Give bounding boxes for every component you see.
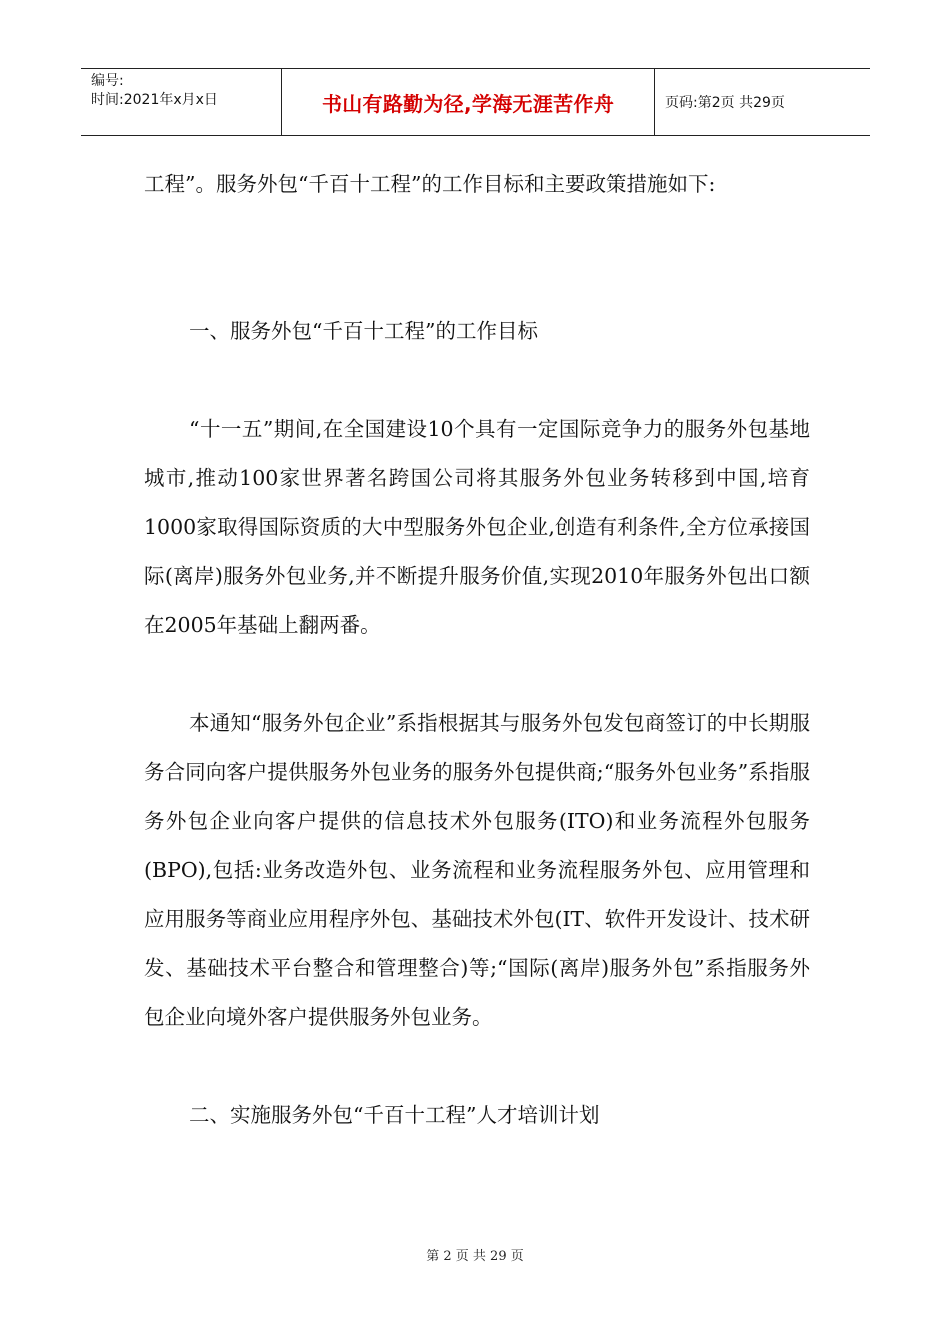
document-body [144,160,810,1140]
time-label: 时间:2021年x月x日 [91,92,218,108]
header-motto: 书山有路勤为径,学海无涯苦作舟 [282,69,655,135]
header-meta [81,69,282,135]
section-heading-2: 二、实施服务外包“千百十工程”人才培训计划 [189,1103,600,1127]
header-page-info: 页码:第2页 共29页 [665,95,785,111]
page-footer: 第 2 页 共 29 页 [426,1249,524,1264]
paragraph-goals: “十一五”期间,在全国建设10个具有一定国际竞争力的服务外包基地城市,推动100家世界著名跨国公司将其服务外包业务转移到中国,培育1000家取得国际资质的大中型服务外包企业,创造有利条件,全方位承接国际(离岸)服务外包业务,并不断提升服务价值,实现2010年服务外包出口额在2005年基础上翻两番。 [144,417,810,637]
paragraph-intro: 工程”。服务外包“千百十工程”的工作目标和主要政策措施如下: [144,172,716,196]
page-header [81,68,870,136]
paragraph-definitions: 本通知“服务外包企业”系指根据其与服务外包发包商签订的中长期服务合同向客户提供服务外包业务的服务外包提供商;“服务外包业务”系指服务外包企业向客户提供的信息技术外包服务(ITO)和业务流程外包服务(BPO),包括:业务改造外包、业务流程和业务流程服务外包、应用管理和应用服务等商业应用程序外包、基础技术外包(IT、软件开发设计、技术研发、基础技术平台整合和管理整合)等;“国际(离岸)服务外包”系指服务外包企业向境外客户提供服务外包业务。 [144,711,810,1029]
number-label: 编号: [91,73,124,89]
section-heading-1: 一、服务外包“千百十工程”的工作目标 [189,319,538,343]
